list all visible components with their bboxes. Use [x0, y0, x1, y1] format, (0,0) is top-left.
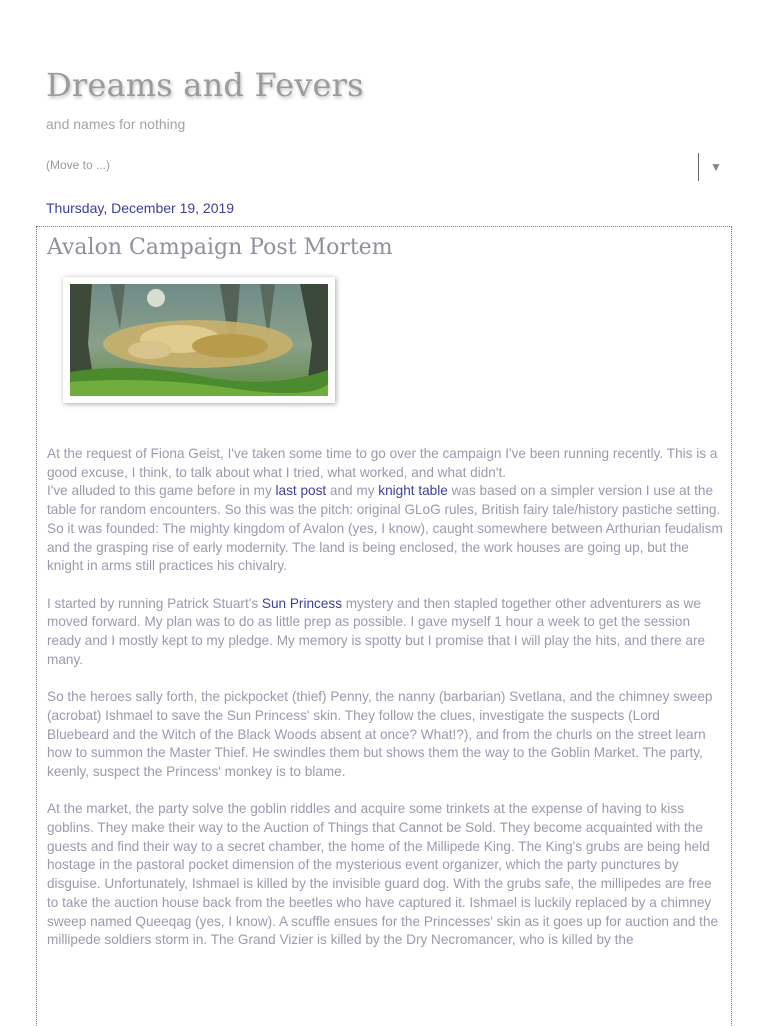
- intro-text-3: and my: [326, 483, 379, 499]
- intro-text-4: was based on a simpler version I use at the table for random encounters. So this was the pitch: original GLoG rules, British fairy tale/history pastiche setting. So it was founded: The mighty kingdom of Avalon (yes, I know), caught somewhere between Arthurian feudalism and the grasping rise of early modernity. The land is being enclosed, the work houses are going up, but the knight in arms still practices his chivalry.: [47, 483, 723, 574]
- nav-select[interactable]: (Move to ...): [46, 158, 111, 172]
- chevron-down-icon[interactable]: ▼: [710, 160, 722, 174]
- paragraph-market: At the market, the party solve the goblin riddles and acquire some trinkets at the expense of having to kiss goblins. They make their way to the Auction of Things that Cannot be Sold. They become acquainted with the guests and find their way to a secret chamber, the home of the Millipede King. The King's grubs are being held hostage in the pastoral pocket dimension of the mysterious event organizer, which the party punctures by disguise. Unfortunately, Ishmael is killed by the invisible guard dog. With the grubs safe, the millipedes are free to take the auction house back from the beetles who have captured it. Ishmael is luckily replaced by a chimney sweep named Queeqag (yes, I know). A scuffle ensues for the Princesses' skin as it goes up for auction and the millipede soldiers storm in. The Grand Vizier is killed by the Dry Necromancer, who is killed by the: [47, 801, 719, 948]
- sun-princess-link[interactable]: Sun Princess: [261, 595, 342, 611]
- intro-text-2: I've alluded to this game before in my: [47, 483, 276, 499]
- fairy-painting-image: [70, 284, 328, 396]
- blog-title[interactable]: Dreams and Fevers: [46, 66, 364, 104]
- post-date: Thursday, December 19, 2019: [46, 200, 235, 216]
- knight-table-link[interactable]: knight table: [378, 483, 448, 499]
- paragraph-intro: [47, 445, 725, 576]
- paragraph-heroes: So the heroes sally forth, the pickpocket (thief) Penny, the nanny (barbarian) Svetlana, and the chimney sweep (acrobat) Ishmael to save the Sun Princess' skin. They follow the clues, investigate the suspects (Lord Bluebeard and the Witch of the Black Woods absent at once? What!?), and from the churls on the street learn how to summon the Master Thief. He swindles them but shows them the way to the Goblin Market. The party, keenly, suspect the Princess' monkey is to blame.: [47, 689, 713, 779]
- post-body: [47, 445, 725, 969]
- sun-princess-text-2: mystery and then stapled together other adventurers as we moved forward. My plan was to do as little prep as possible. I gave myself 1 hour a week to get the session ready and I mostly kept to my pledge. My memory is spotty but I promise that I will play the hits, and there are many.: [47, 595, 706, 667]
- post-image-link[interactable]: [63, 277, 335, 403]
- paragraph-sun-princess: [47, 595, 725, 670]
- blog-header: [46, 66, 736, 104]
- post-title[interactable]: Avalon Campaign Post Mortem: [47, 235, 393, 260]
- select-divider: [698, 153, 699, 181]
- post-container: [36, 226, 732, 1026]
- blog-subtitle: and names for nothing: [46, 116, 186, 132]
- last-post-link[interactable]: last post: [275, 483, 327, 499]
- sun-princess-text: I started by running Patrick Stuart's: [47, 595, 262, 611]
- intro-text: At the request of Fiona Geist, I've taken some time to go over the campaign I've been running recently. This is a good excuse, I think, to talk about what I tried, what worked, and what didn't.: [47, 446, 718, 480]
